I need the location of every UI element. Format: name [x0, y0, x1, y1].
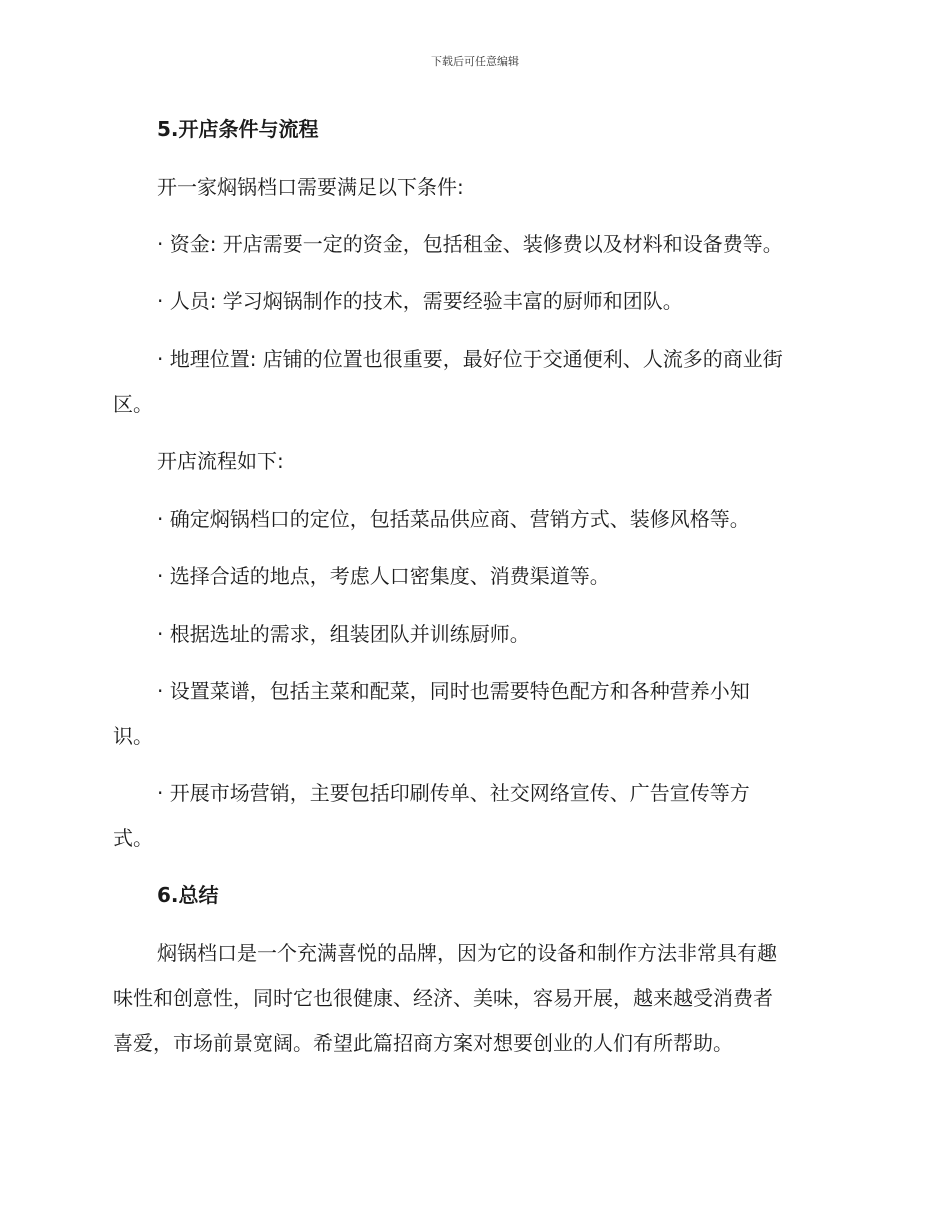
- step-marketing: · 开展市场营销，主要包括印刷传单、社交网络宣传、广告宣传等方: [157, 781, 750, 805]
- condition-staff: · 人员: 学习焖锅制作的技术，需要经验丰富的厨师和团队。: [157, 289, 683, 313]
- condition-location: · 地理位置: 店铺的位置也很重要，最好位于交通便利、人流多的商业街: [157, 347, 783, 371]
- step-location: · 选择合适的地点，考虑人口密集度、消费渠道等。: [157, 564, 610, 588]
- condition-location-cont: 区。: [113, 392, 153, 416]
- section-6-heading: 6.总结: [157, 883, 219, 907]
- step-positioning: · 确定焖锅档口的定位，包括菜品供应商、营销方式、装修风格等。: [157, 507, 750, 531]
- section-5-heading: 5.开店条件与流程: [157, 117, 319, 141]
- step-marketing-cont: 式。: [113, 826, 153, 850]
- conditions-intro: 开一家焖锅档口需要满足以下条件:: [157, 175, 464, 199]
- header-note: 下载后可任意编辑: [431, 55, 519, 68]
- summary-line-1: 焖锅档口是一个充满喜悦的品牌，因为它的设备和制作方法非常具有趣: [157, 941, 777, 965]
- process-intro: 开店流程如下:: [157, 449, 284, 473]
- step-team: · 根据选址的需求，组装团队并训练厨师。: [157, 622, 530, 646]
- step-menu-cont: 识。: [113, 724, 153, 748]
- summary-line-2: 味性和创意性，同时它也很健康、经济、美味，容易开展，越来越受消费者: [113, 986, 773, 1010]
- summary-line-3: 喜爱，市场前景宽阔。希望此篇招商方案对想要创业的人们有所帮助。: [113, 1031, 733, 1055]
- step-menu: · 设置菜谱，包括主菜和配菜，同时也需要特色配方和各种营养小知: [157, 679, 750, 703]
- condition-funds: · 资金: 开店需要一定的资金，包括租金、装修费以及材料和设备费等。: [157, 232, 783, 256]
